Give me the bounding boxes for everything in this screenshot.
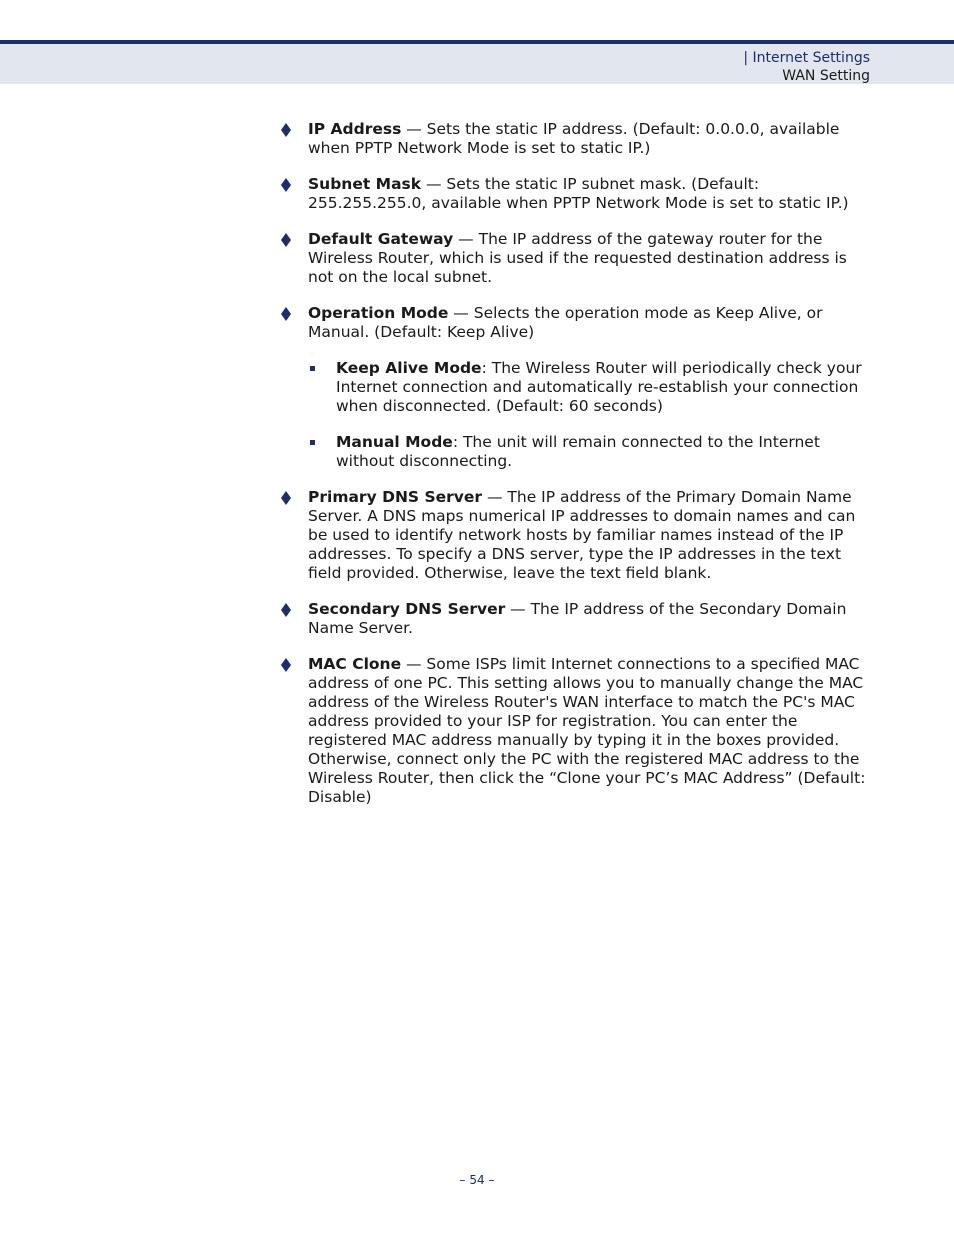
list-item xyxy=(280,175,870,213)
diamond-bullet-icon xyxy=(280,178,292,192)
item-term: MAC Clone xyxy=(308,655,402,673)
item-term: Default Gateway xyxy=(308,230,454,248)
list-item xyxy=(280,304,870,471)
item-paragraph xyxy=(308,488,870,583)
item-description: — Sets the static IP address. (Default: 0.0.0.0, available when PPTP Network Mode is set to static IP.) xyxy=(308,120,840,157)
diamond-bullet-icon xyxy=(280,491,292,505)
sub-list-item xyxy=(308,359,870,416)
item-paragraph xyxy=(308,600,870,638)
item-term: Subnet Mask xyxy=(308,175,422,193)
item-term: Operation Mode xyxy=(308,304,449,322)
sub-item-description: : The unit will remain connected to the Internet without disconnecting. xyxy=(336,433,820,470)
sub-item-term: Manual Mode xyxy=(336,433,453,451)
item-description: — The IP address of the Secondary Domain Name Server. xyxy=(308,600,847,637)
item-term: Secondary DNS Server xyxy=(308,600,506,618)
sub-list-item xyxy=(308,433,870,471)
page-number: – 54 – xyxy=(459,1173,495,1187)
item-term: Primary DNS Server xyxy=(308,488,483,506)
sub-list xyxy=(308,359,870,471)
list-item xyxy=(280,488,870,583)
diamond-bullet-icon xyxy=(280,603,292,617)
definition-list xyxy=(280,120,870,824)
item-description: — Selects the operation mode as Keep Alive, or Manual. (Default: Keep Alive) xyxy=(308,304,823,341)
diamond-bullet-icon xyxy=(280,233,292,247)
item-paragraph xyxy=(308,655,870,807)
item-term: IP Address xyxy=(308,120,402,138)
list-item xyxy=(280,120,870,158)
item-description: — The IP address of the gateway router for the Wireless Router, which is used if the requested destination address is not on the local subnet. xyxy=(308,230,847,286)
item-description: — The IP address of the Primary Domain Name Server. A DNS maps numerical IP addresses to domain names and can be used to identify network hosts by familiar names instead of the IP addresses. To specify a DNS server, type the IP addresses in the text field provided. Otherwise, leave the text field blank. xyxy=(308,488,856,582)
square-bullet-icon xyxy=(310,366,315,371)
header-breadcrumb xyxy=(743,49,870,85)
diamond-bullet-icon xyxy=(280,658,292,672)
running-header xyxy=(0,40,954,84)
header-separator: | xyxy=(743,50,749,66)
item-paragraph xyxy=(308,120,870,158)
item-paragraph xyxy=(308,175,870,213)
sub-item-term: Keep Alive Mode xyxy=(336,359,482,377)
list-item xyxy=(280,230,870,287)
list-item xyxy=(280,655,870,807)
diamond-bullet-icon xyxy=(280,307,292,321)
sub-item-description: : The Wireless Router will periodically check your Internet connection and automatically re-establish your connection when disconnected. (Default: 60 seconds) xyxy=(336,359,862,415)
header-section-title: Internet Settings xyxy=(752,50,870,66)
item-paragraph xyxy=(308,230,870,287)
square-bullet-icon xyxy=(310,440,315,445)
item-description: — Some ISPs limit Internet connections to a specified MAC address of one PC. This setting allows you to manually change the MAC address of the Wireless Router's WAN interface to match the PC's MAC address provided to your ISP for registration. You can enter the registered MAC address manually by typing it in the boxes provided. Otherwise, connect only the PC with the registered MAC address to the Wireless Router, then click the “Clone your PC’s MAC Address” (Default: Disable) xyxy=(308,655,866,806)
item-description: — Sets the static IP subnet mask. (Default: 255.255.255.0, available when PPTP Network Mode is set to static IP.) xyxy=(308,175,849,212)
item-paragraph xyxy=(308,304,870,342)
header-page-title: WAN Setting xyxy=(782,68,870,84)
list-item xyxy=(280,600,870,638)
diamond-bullet-icon xyxy=(280,123,292,137)
